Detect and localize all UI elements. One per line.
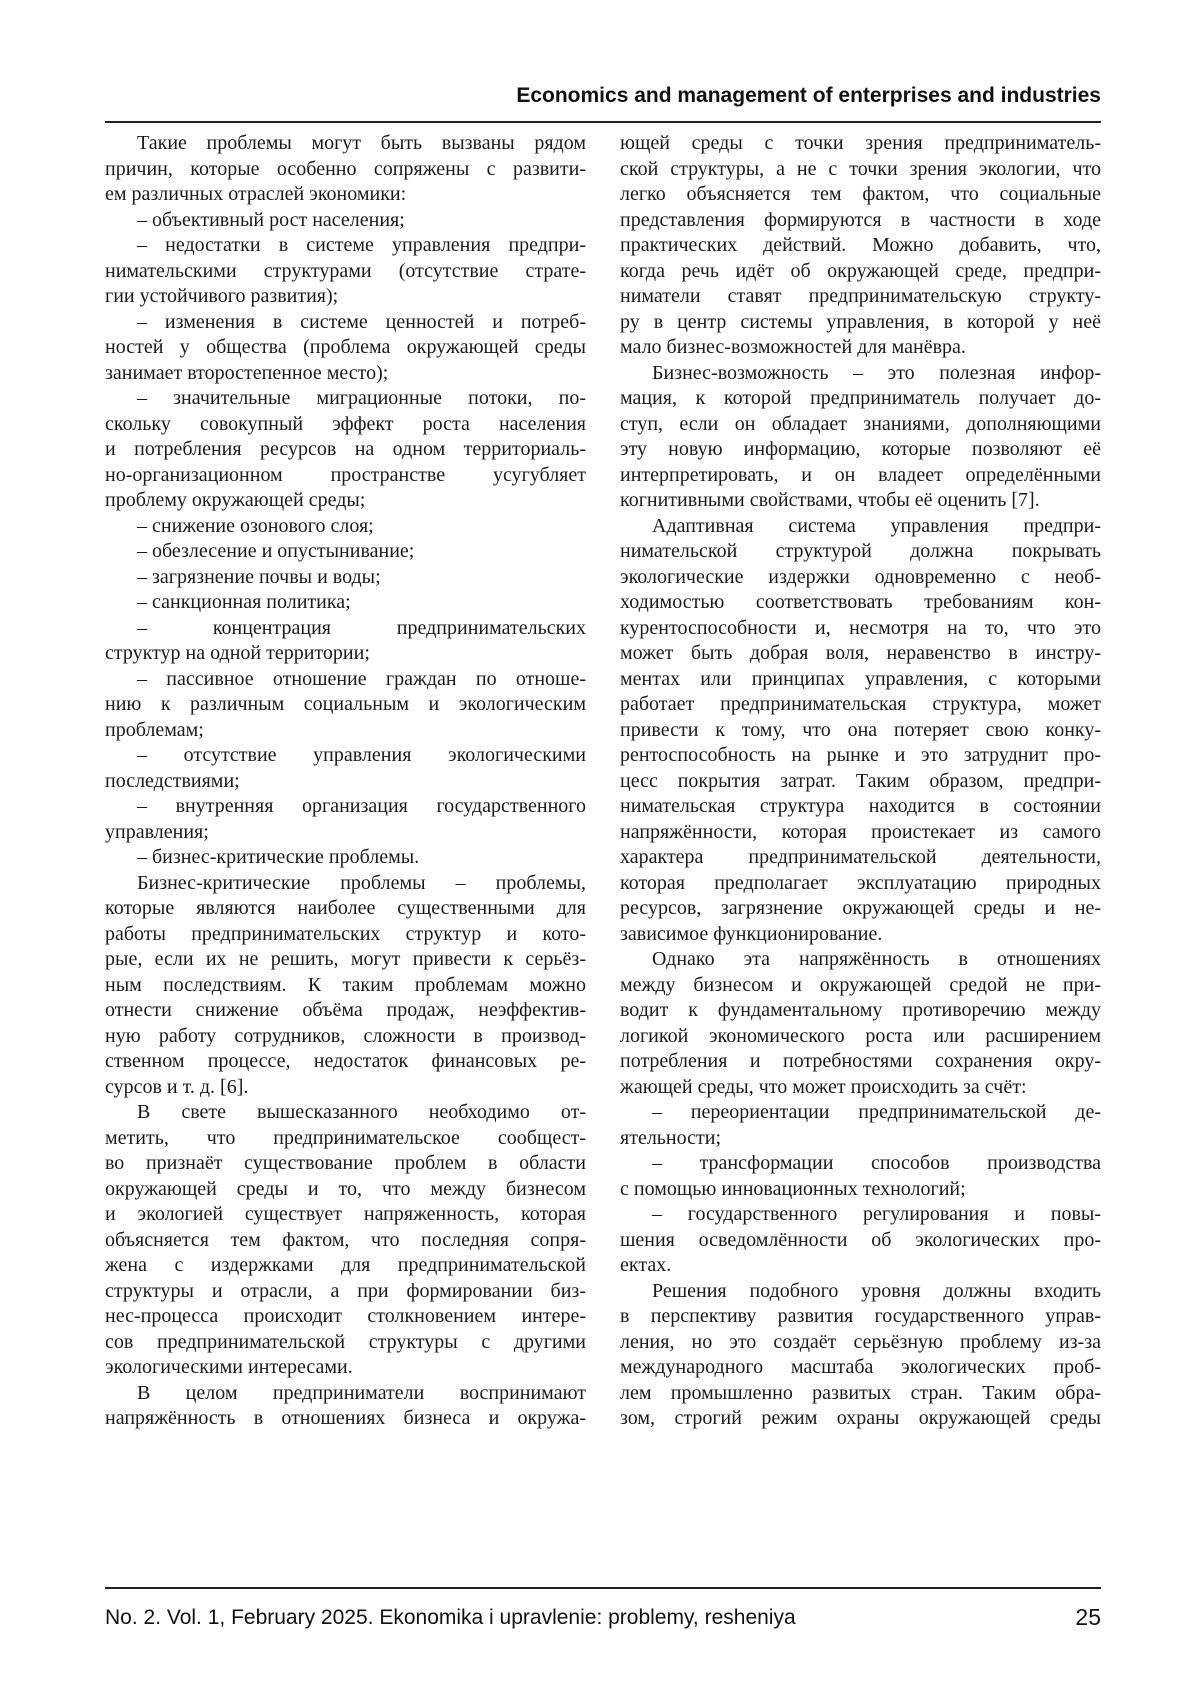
text-line: жающей среды, что может происходить за счёт: bbox=[620, 1075, 1101, 1101]
text-line: окружающей среды и то, что между бизнесом bbox=[105, 1177, 586, 1203]
text-line: – государственного регулирования и повы- bbox=[620, 1202, 1101, 1228]
text-line: Такие проблемы могут быть вызваны рядом bbox=[105, 131, 586, 157]
text-line: напряжённость в отношениях бизнеса и окружа- bbox=[105, 1406, 586, 1432]
text-line: гии устойчивого развития); bbox=[105, 284, 586, 310]
text-line: нес-процесса происходит столкновением интере- bbox=[105, 1304, 586, 1330]
text-line: ным последствиям. К таким проблемам можно bbox=[105, 973, 586, 999]
text-line: ресурсов, загрязнение окружающей среды и не- bbox=[620, 896, 1101, 922]
text-line: мация, к которой предприниматель получает до- bbox=[620, 386, 1101, 412]
text-line: Решения подобного уровня должны входить bbox=[620, 1279, 1101, 1305]
text-line: ектах. bbox=[620, 1253, 1101, 1279]
text-line: но-организационном пространстве усугубляет bbox=[105, 463, 586, 489]
text-line: – загрязнение почвы и воды; bbox=[105, 565, 586, 591]
text-line: и потребления ресурсов на одном территориаль- bbox=[105, 437, 586, 463]
paragraph bbox=[105, 667, 586, 744]
paragraph bbox=[620, 514, 1101, 948]
text-line: когнитивными свойствами, чтобы её оценить [7]. bbox=[620, 488, 1101, 514]
left-column bbox=[105, 131, 586, 1432]
text-line: – недостатки в системе управления предпри- bbox=[105, 233, 586, 259]
page-number: 25 bbox=[1075, 1604, 1101, 1631]
text-line: ятельности; bbox=[620, 1126, 1101, 1152]
paragraph bbox=[620, 1100, 1101, 1151]
text-line: – концентрация предпринимательских bbox=[105, 616, 586, 642]
text-line: рентоспособность на рынке и это затруднит про- bbox=[620, 743, 1101, 769]
paragraph bbox=[620, 947, 1101, 1100]
text-line: зависимое функционирование. bbox=[620, 922, 1101, 948]
text-line: в перспективу развития государственного управ- bbox=[620, 1304, 1101, 1330]
text-line: шения осведомлённости об экологических про- bbox=[620, 1228, 1101, 1254]
text-line: – значительные миграционные потоки, по- bbox=[105, 386, 586, 412]
text-line: экологические издержки одновременно с необ- bbox=[620, 565, 1101, 591]
text-line: метить, что предпринимательское сообщест- bbox=[105, 1126, 586, 1152]
text-line: занимает второстепенное место); bbox=[105, 361, 586, 387]
section-title: Economics and management of enterprises and industries bbox=[516, 84, 1101, 108]
paragraph bbox=[105, 845, 586, 871]
text-line: ступ, если он обладает знаниями, дополняющими bbox=[620, 412, 1101, 438]
text-line: причин, которые особенно сопряжены с развити- bbox=[105, 157, 586, 183]
text-line: жена с издержками для предпринимательской bbox=[105, 1253, 586, 1279]
text-line: напряжённости, которая проистекает из самого bbox=[620, 820, 1101, 846]
paragraph bbox=[620, 1279, 1101, 1432]
paragraph bbox=[105, 310, 586, 387]
text-line: проблемам; bbox=[105, 718, 586, 744]
text-line: Однако эта напряжённость в отношениях bbox=[620, 947, 1101, 973]
text-line: ской структуры, а не с точки зрения экологии, что bbox=[620, 157, 1101, 183]
text-line: между бизнесом и окружающей средой не при- bbox=[620, 973, 1101, 999]
paragraph bbox=[620, 1151, 1101, 1202]
text-line: Адаптивная система управления предпри- bbox=[620, 514, 1101, 540]
text-line: ходимостью соответствовать требованиям кон- bbox=[620, 590, 1101, 616]
text-line: международного масштаба экологических проб- bbox=[620, 1355, 1101, 1381]
text-line: которые являются наиболее существенными для bbox=[105, 896, 586, 922]
text-line: работы предпринимательских структур и кото- bbox=[105, 922, 586, 948]
paragraph bbox=[105, 233, 586, 310]
text-line: потребления и потребностями сохранения окру- bbox=[620, 1049, 1101, 1075]
text-line: управления; bbox=[105, 820, 586, 846]
paragraph bbox=[105, 1100, 586, 1381]
paragraph bbox=[105, 590, 586, 616]
text-line: структуры и отрасли, а при формировании биз- bbox=[105, 1279, 586, 1305]
paragraph bbox=[105, 131, 586, 208]
text-line: В свете вышесказанного необходимо от- bbox=[105, 1100, 586, 1126]
text-line: нимательская структура находится в состоянии bbox=[620, 794, 1101, 820]
text-line: нимательской структурой должна покрывать bbox=[620, 539, 1101, 565]
text-line: зом, строгий режим охраны окружающей среды bbox=[620, 1406, 1101, 1432]
text-line: – трансформации способов производства bbox=[620, 1151, 1101, 1177]
paragraph bbox=[105, 794, 586, 845]
paragraph bbox=[105, 616, 586, 667]
paragraph bbox=[105, 208, 586, 234]
text-line: В целом предприниматели воспринимают bbox=[105, 1381, 586, 1407]
text-line: сов предпринимательской структуры с другими bbox=[105, 1330, 586, 1356]
text-line: курентоспособности и, несмотря на то, что это bbox=[620, 616, 1101, 642]
paragraph bbox=[105, 539, 586, 565]
text-line: когда речь идёт об окружающей среде, предпри- bbox=[620, 259, 1101, 285]
text-line: может быть добрая воля, неравенство в инстру- bbox=[620, 641, 1101, 667]
footer-divider bbox=[105, 1587, 1101, 1589]
text-line: ниматели ставят предпринимательскую структу- bbox=[620, 284, 1101, 310]
text-line: отнести снижение объёма продаж, неэффектив- bbox=[105, 998, 586, 1024]
text-line: нию к различным социальным и экологическим bbox=[105, 692, 586, 718]
text-line: ную работу сотрудников, сложности в производ- bbox=[105, 1024, 586, 1050]
text-line: характера предпринимательской деятельности, bbox=[620, 845, 1101, 871]
text-line: с помощью инновационных технологий; bbox=[620, 1177, 1101, 1203]
text-line: лем промышленно развитых стран. Таким обра- bbox=[620, 1381, 1101, 1407]
text-line: ру в центр системы управления, в которой у неё bbox=[620, 310, 1101, 336]
text-line: мало бизнес-возможностей для манёвра. bbox=[620, 335, 1101, 361]
text-line: легко объясняется тем фактом, что социальные bbox=[620, 182, 1101, 208]
text-line: эту новую информацию, которые позволяют её bbox=[620, 437, 1101, 463]
text-line: сурсов и т. д. [6]. bbox=[105, 1075, 586, 1101]
right-column bbox=[620, 131, 1101, 1432]
text-line: привести к тому, что она потеряет свою конку- bbox=[620, 718, 1101, 744]
text-line: работает предпринимательская структура, может bbox=[620, 692, 1101, 718]
paragraph bbox=[105, 386, 586, 514]
text-line: ления, но это создаёт серьёзную проблему из-за bbox=[620, 1330, 1101, 1356]
text-line: Бизнес-возможность – это полезная инфор- bbox=[620, 361, 1101, 387]
text-line: ственном процессе, недостаток финансовых ре- bbox=[105, 1049, 586, 1075]
text-line: нимательскими структурами (отсутствие страте- bbox=[105, 259, 586, 285]
text-line: – снижение озонового слоя; bbox=[105, 514, 586, 540]
text-line: цесс покрытия затрат. Таким образом, предпри- bbox=[620, 769, 1101, 795]
text-line: – пассивное отношение граждан по отноше- bbox=[105, 667, 586, 693]
text-line: ностей у общества (проблема окружающей среды bbox=[105, 335, 586, 361]
paragraph bbox=[105, 1381, 586, 1432]
text-line: объясняется тем фактом, что последняя сопря- bbox=[105, 1228, 586, 1254]
text-line: – санкционная политика; bbox=[105, 590, 586, 616]
text-line: – объективный рост населения; bbox=[105, 208, 586, 234]
paragraph bbox=[620, 131, 1101, 361]
text-line: представления формируются в частности в ходе bbox=[620, 208, 1101, 234]
text-line: которая предполагает эксплуатацию природных bbox=[620, 871, 1101, 897]
text-line: практических действий. Можно добавить, что, bbox=[620, 233, 1101, 259]
paragraph bbox=[620, 361, 1101, 514]
text-line: экологическими интересами. bbox=[105, 1355, 586, 1381]
text-line: ющей среды с точки зрения предприниматель- bbox=[620, 131, 1101, 157]
text-line: структур на одной территории; bbox=[105, 641, 586, 667]
text-line: – изменения в системе ценностей и потреб- bbox=[105, 310, 586, 336]
text-line: последствиями; bbox=[105, 769, 586, 795]
journal-citation: No. 2. Vol. 1, February 2025. Ekonomika i upravlenie: problemy, resheniya bbox=[105, 1606, 796, 1630]
text-line: – переориентации предпринимательской де- bbox=[620, 1100, 1101, 1126]
text-line: – внутренняя организация государственного bbox=[105, 794, 586, 820]
paragraph bbox=[620, 1202, 1101, 1279]
text-line: интерпретировать, и он владеет определёнными bbox=[620, 463, 1101, 489]
text-line: рые, если их не решить, могут привести к серьёз- bbox=[105, 947, 586, 973]
text-line: Бизнес-критические проблемы – проблемы, bbox=[105, 871, 586, 897]
text-line: ментах или принципах управления, с которыми bbox=[620, 667, 1101, 693]
paragraph bbox=[105, 514, 586, 540]
text-line: водит к фундаментальному противоречию между bbox=[620, 998, 1101, 1024]
header-divider bbox=[105, 121, 1101, 123]
text-line: во признаёт существование проблем в области bbox=[105, 1151, 586, 1177]
paragraph bbox=[105, 565, 586, 591]
text-line: – обезлесение и опустынивание; bbox=[105, 539, 586, 565]
paragraph bbox=[105, 743, 586, 794]
text-line: логикой экономического роста или расширением bbox=[620, 1024, 1101, 1050]
text-line: и экологией существует напряженность, которая bbox=[105, 1202, 586, 1228]
text-line: – бизнес-критические проблемы. bbox=[105, 845, 586, 871]
text-line: – отсутствие управления экологическими bbox=[105, 743, 586, 769]
text-line: ем различных отраслей экономики: bbox=[105, 182, 586, 208]
paragraph bbox=[105, 871, 586, 1101]
text-line: скольку совокупный эффект роста населения bbox=[105, 412, 586, 438]
text-line: проблему окружающей среды; bbox=[105, 488, 586, 514]
